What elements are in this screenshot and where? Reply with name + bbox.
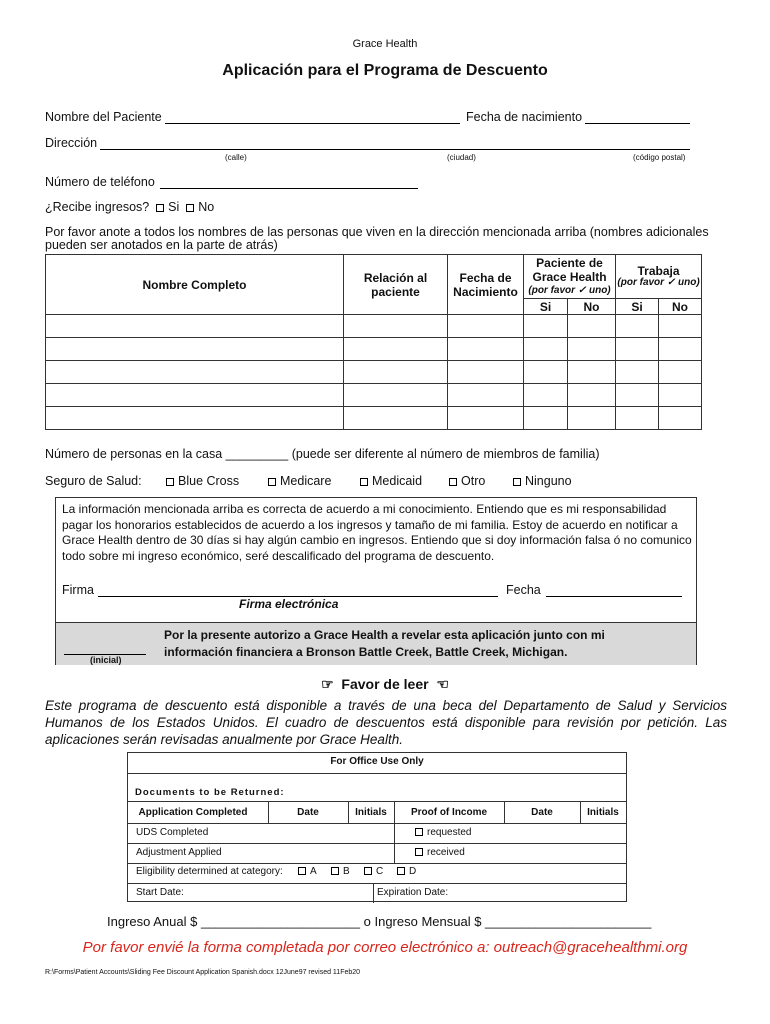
col-header-dob: Fecha de Nacimiento: [448, 255, 524, 315]
table-cell[interactable]: [568, 361, 616, 384]
office-requested-label: requested: [427, 827, 472, 838]
insurance-label: Seguro de Salud:: [45, 474, 142, 488]
checkbox-icon[interactable]: [449, 478, 457, 486]
office-cat-c[interactable]: [364, 866, 383, 877]
col-header-work-no: No: [659, 299, 702, 315]
checkbox-icon[interactable]: [397, 867, 405, 875]
office-col-date: Date: [297, 807, 319, 818]
table-cell[interactable]: [46, 407, 344, 430]
table-cell[interactable]: [344, 407, 448, 430]
table-cell[interactable]: [46, 315, 344, 338]
footer-path: R:\Forms\Patient Accounts\Sliding Fee Discount Application Spanish.docx 12June97 revised 11Feb20: [45, 969, 361, 976]
table-row: [46, 361, 702, 384]
income-question: [45, 200, 214, 214]
office-uds: UDS Completed: [136, 827, 209, 838]
address-label: Dirección: [45, 136, 98, 150]
office-expiration-date: Expiration Date:: [377, 887, 449, 898]
pointing-hand-icon: ☜: [436, 676, 449, 692]
city-hint: (ciudad): [447, 153, 476, 162]
insurance-option-label: Otro: [461, 474, 486, 488]
checkbox-icon[interactable]: [360, 478, 368, 486]
office-received-label: received: [427, 847, 465, 858]
checkbox-icon[interactable]: [513, 478, 521, 486]
favor-heading: [0, 676, 770, 693]
signature-label: Firma: [62, 583, 94, 597]
office-col-app: Application Completed: [138, 807, 248, 818]
table-cell[interactable]: [616, 315, 659, 338]
col-header-patient-sub: (por favor ✓ uno): [528, 284, 611, 296]
office-cat-b[interactable]: [331, 866, 350, 877]
table-cell[interactable]: [448, 384, 524, 407]
checkbox-icon[interactable]: [166, 478, 174, 486]
income-no-checkbox[interactable]: [186, 204, 194, 212]
insurance-option-otro[interactable]: [449, 474, 485, 488]
col-header-work: [616, 255, 702, 299]
insurance-option-label: Blue Cross: [178, 474, 240, 488]
insurance-option-medicaid[interactable]: [360, 474, 422, 488]
table-cell[interactable]: [46, 338, 344, 361]
table-cell[interactable]: [524, 338, 568, 361]
office-col-date2: Date: [531, 807, 553, 818]
phone-field[interactable]: [160, 188, 418, 189]
income-no-label: No: [198, 200, 215, 214]
address-field[interactable]: [100, 149, 690, 150]
table-cell[interactable]: [616, 407, 659, 430]
office-requested[interactable]: [415, 827, 471, 838]
signature-date-label: Fecha: [506, 583, 541, 597]
table-cell[interactable]: [616, 384, 659, 407]
table-cell[interactable]: [344, 338, 448, 361]
office-cat-label: C: [376, 866, 384, 877]
table-cell[interactable]: [46, 361, 344, 384]
office-col-proof: Proof of Income: [410, 807, 488, 818]
insurance-option-medicare[interactable]: [268, 474, 331, 488]
declaration-box: [55, 497, 697, 665]
col-header-work-sub: (por favor ✓ uno): [617, 276, 700, 288]
insurance-option-bluecross[interactable]: [166, 474, 239, 488]
table-cell[interactable]: [524, 361, 568, 384]
office-cat-a[interactable]: [298, 866, 317, 877]
instructions-text: Por favor anote a todos los nombres de las personas que viven en la dirección mencionada arriba (nombres adicionales pueden ser anotados en la parte de atrás): [45, 225, 709, 252]
office-use-table: [127, 752, 627, 902]
table-cell[interactable]: [659, 407, 702, 430]
table-cell[interactable]: [448, 315, 524, 338]
col-header-patient: [524, 255, 616, 299]
office-cat-d[interactable]: [397, 866, 416, 877]
table-row: [46, 315, 702, 338]
table-row: [46, 338, 702, 361]
table-cell[interactable]: [448, 338, 524, 361]
favor-text: Este programa de descuento está disponible a través de una beca del Departamento de Salud y Servicios Humanos de los Estados Unidos. El cuadro de descuentos está disponible para revisión por petición. Las aplicaciones serán revisadas anualmente por Grace Health.: [45, 698, 727, 747]
street-hint: (calle): [225, 153, 247, 162]
checkbox-icon[interactable]: [331, 867, 339, 875]
dob-field[interactable]: [585, 123, 690, 124]
table-cell[interactable]: [344, 315, 448, 338]
patient-name-label: Nombre del Paciente: [45, 110, 162, 124]
checkbox-icon[interactable]: [364, 867, 372, 875]
office-received[interactable]: [415, 847, 465, 858]
table-cell[interactable]: [568, 338, 616, 361]
table-cell[interactable]: [568, 315, 616, 338]
authorization-text: Por la presente autorizo a Grace Health a revelar esta aplicación junto con mi información financiera a Bronson Battle Creek, Battle Creek, Michigan.: [164, 628, 605, 659]
table-cell[interactable]: [659, 338, 702, 361]
office-docs-label: Documents to be Returned:: [135, 787, 285, 798]
pointing-hand-icon: ☞: [321, 676, 334, 692]
col-header-name: Nombre Completo: [46, 255, 344, 315]
table-cell[interactable]: [659, 361, 702, 384]
office-title: For Office Use Only: [330, 756, 424, 767]
household-table: [45, 254, 702, 430]
office-adjustment: Adjustment Applied: [136, 847, 222, 858]
checkbox-icon[interactable]: [415, 828, 423, 836]
col-header-patient-si: Si: [524, 299, 568, 315]
insurance-option-label: Ninguno: [525, 474, 572, 488]
col-header-relation: Relación al paciente: [344, 255, 448, 315]
signature-date-field[interactable]: [546, 596, 682, 597]
table-cell[interactable]: [568, 407, 616, 430]
zip-hint: (código postal): [633, 153, 686, 162]
org-name: Grace Health: [352, 38, 418, 50]
table-cell[interactable]: [344, 384, 448, 407]
initial-label: (inicial): [90, 655, 122, 665]
table-cell[interactable]: [46, 384, 344, 407]
col-header-patient-title: Paciente de Grace Health: [532, 255, 607, 284]
declaration-text: La información mencionada arriba es correcta de acuerdo a mi conocimiento. Entiendo que es mi responsabilidad pagar los honorarios establecidos de acuerdo a los ingresos y tamaño de mi familia. Estoy de acuerdo en notificar a Grace Health dentro de 30 días si hay algún cambio en ingresos. Entiendo que si doy información falsa ó no comunico todo sobre mi ingreso económico, seré descalificado del programa de descuento.: [62, 502, 692, 563]
office-cat-label: A: [310, 866, 317, 877]
table-cell[interactable]: [616, 361, 659, 384]
esignature-text: Firma electrónica: [239, 597, 339, 611]
phone-label: Número de teléfono: [45, 175, 155, 189]
insurance-option-label: Medicaid: [372, 474, 423, 488]
income-yes-label: Si: [168, 200, 180, 214]
office-col-initials2: Initials: [587, 807, 619, 818]
table-cell[interactable]: [524, 407, 568, 430]
office-col-initials: Initials: [355, 807, 387, 818]
authorization-band: [56, 622, 696, 665]
table-cell[interactable]: [568, 384, 616, 407]
table-cell[interactable]: [659, 315, 702, 338]
income-yes-checkbox[interactable]: [156, 204, 164, 212]
checkbox-icon[interactable]: [268, 478, 276, 486]
table-cell[interactable]: [344, 361, 448, 384]
table-cell[interactable]: [524, 384, 568, 407]
household-count: Número de personas en la casa _________ (puede ser diferente al número de miembros de familia): [45, 447, 600, 461]
table-row: [46, 384, 702, 407]
form-title: Aplicación para el Programa de Descuento: [222, 62, 548, 79]
email-instruction: Por favor envié la forma completada por correo electrónico a: outreach@gracehealthmi.org: [82, 939, 688, 956]
table-cell[interactable]: [659, 384, 702, 407]
table-cell[interactable]: [616, 338, 659, 361]
checkbox-icon[interactable]: [298, 867, 306, 875]
table-cell[interactable]: [524, 315, 568, 338]
dob-label: Fecha de nacimiento: [466, 110, 583, 124]
table-cell[interactable]: [448, 361, 524, 384]
col-header-work-si: Si: [616, 299, 659, 315]
favor-heading-text: Favor de leer: [341, 676, 429, 692]
col-header-patient-no: No: [568, 299, 616, 315]
income-question-text: ¿Recibe ingresos?: [45, 200, 150, 214]
office-eligibility: Eligibility determined at category:: [136, 866, 283, 877]
insurance-option-label: Medicare: [280, 474, 332, 488]
income-line: Ingreso Anual $ ______________________ o Ingreso Mensual $ _______________________: [107, 914, 652, 929]
table-cell[interactable]: [448, 407, 524, 430]
office-start-date: Start Date:: [136, 887, 184, 898]
table-row: [46, 407, 702, 430]
insurance-option-ninguno[interactable]: [513, 474, 572, 488]
office-cat-label: B: [343, 866, 350, 877]
col-header-work-title: Trabaja: [637, 263, 680, 278]
office-cat-label: D: [409, 866, 417, 877]
checkbox-icon[interactable]: [415, 848, 423, 856]
patient-name-field[interactable]: [165, 123, 460, 124]
